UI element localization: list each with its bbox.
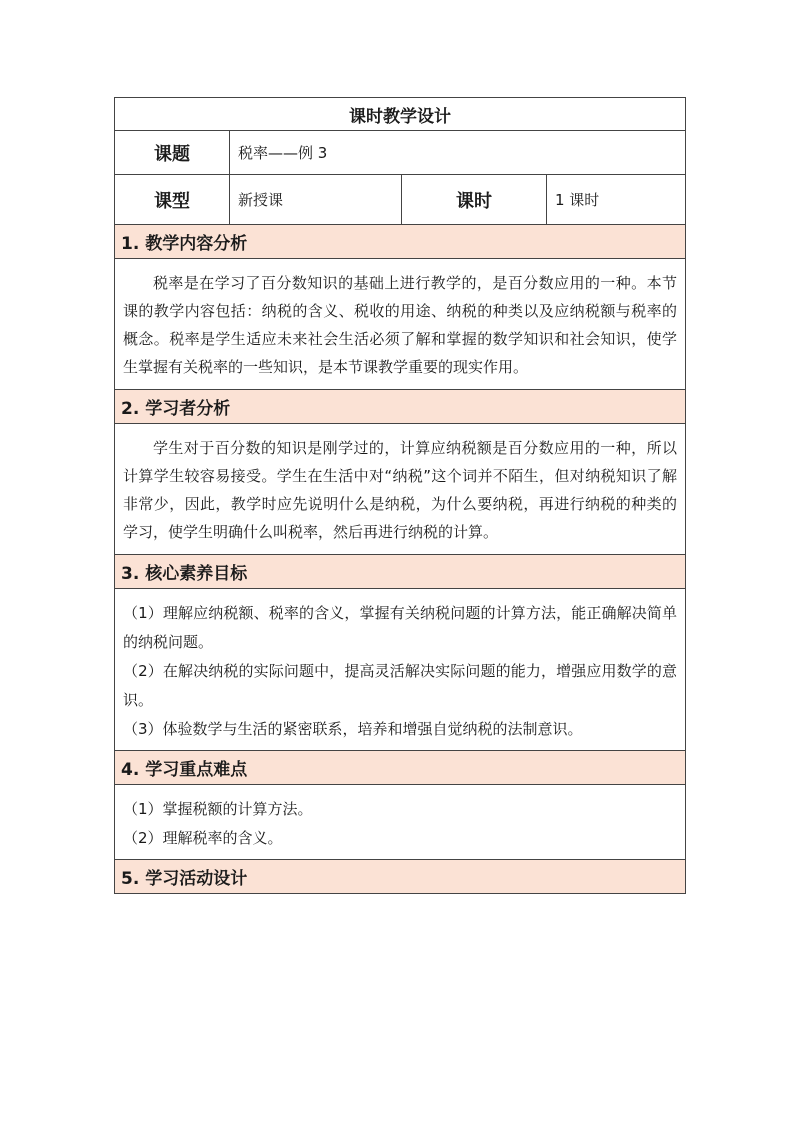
key-point-item-1: （1）掌握税额的计算方法。	[123, 800, 313, 818]
section-2-text: 学生对于百分数的知识是刚学过的，计算应纳税额是百分数应用的一种，所以计算学生较容易接受。学生在生活中对“纳税”这个词并不陌生，但对纳税知识了解非常少，因此，教学时应先说明什么是纳税，为什么要纳税，再进行纳税的种类的学习，使学生明确什么叫税率，然后再进行纳税的计算。	[123, 439, 677, 541]
type-label: 课型	[154, 190, 190, 212]
section-4-body	[115, 784, 685, 859]
goal-item-3: （3）体验数学与生活的紧密联系，培养和增强自觉纳税的法制意识。	[123, 720, 583, 738]
section-3-body	[115, 588, 685, 750]
section-2-body	[115, 423, 685, 554]
section-1-heading: 1. 教学内容分析	[115, 224, 685, 258]
lesson-plan-table	[114, 97, 686, 894]
section-1-text: 税率是在学习了百分数知识的基础上进行教学的，是百分数应用的一种。本节课的教学内容包括：纳税的含义、税收的用途、纳税的种类以及应纳税额与税率的概念。税率是学生适应未来社会生活必须了解和掌握的数学知识和社会知识，使学生掌握有关税率的一些知识，是本节课教学重要的现实作用。	[123, 274, 677, 376]
key-point-item-2: （2）理解税率的含义。	[123, 829, 283, 847]
topic-value: 税率——例 3	[229, 131, 685, 174]
section-1-body	[115, 258, 685, 389]
goal-item-2: （2）在解决纳税的实际问题中，提高灵活解决实际问题的能力，增强应用数学的意识。	[123, 662, 677, 709]
type-value: 新授课	[229, 175, 401, 224]
type-row	[115, 174, 685, 224]
title-row	[115, 98, 685, 130]
topic-label: 课题	[154, 143, 190, 165]
table-title: 课时教学设计	[349, 106, 451, 127]
section-5-heading: 5. 学习活动设计	[115, 859, 685, 893]
topic-row	[115, 130, 685, 174]
goal-item-1: （1）理解应纳税额、税率的含义，掌握有关纳税问题的计算方法，能正确解决简单的纳税问题。	[123, 604, 677, 651]
hours-label: 课时	[401, 175, 546, 224]
section-4-heading: 4. 学习重点难点	[115, 750, 685, 784]
section-2-heading: 2. 学习者分析	[115, 389, 685, 423]
section-3-heading: 3. 核心素养目标	[115, 554, 685, 588]
hours-value: 1 课时	[546, 175, 685, 224]
